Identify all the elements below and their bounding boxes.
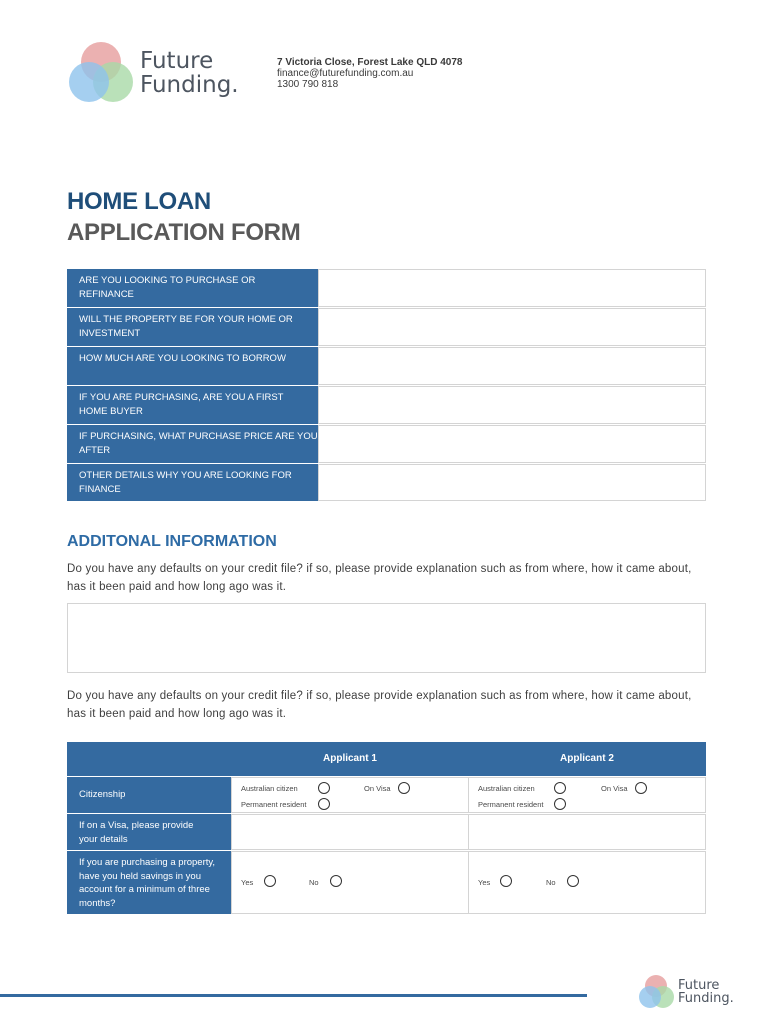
loan-question-label: IF PURCHASING, WHAT PURCHASE PRICE ARE YOU AFTER xyxy=(67,425,318,463)
applicant-1-savings-cell xyxy=(231,851,469,914)
loan-question-label: ARE YOU LOOKING TO PURCHASE OR REFINANCE xyxy=(67,269,307,307)
logo-circles-icon xyxy=(638,974,676,1010)
footer-bar xyxy=(0,994,587,997)
loan-answer-field[interactable] xyxy=(318,269,706,307)
option-yes: Yes xyxy=(478,878,491,887)
form-title-line2: APPLICATION FORM xyxy=(67,219,301,246)
option-permanent-resident: Permanent resident xyxy=(478,800,544,809)
radio-yes[interactable] xyxy=(500,875,512,887)
loan-question-label: OTHER DETAILS WHY YOU ARE LOOKING FOR FINANCE xyxy=(67,464,307,501)
option-australian-citizen: Australian citizen xyxy=(478,784,535,793)
label-bg-fill xyxy=(307,269,318,307)
savings-label: If you are purchasing a property, have you held savings in you account for a minimum of three months? xyxy=(67,851,231,914)
applicant-2-savings-cell xyxy=(468,851,706,914)
radio-permanent-resident[interactable] xyxy=(554,798,566,810)
footer-logo xyxy=(638,974,748,1010)
loan-question-row xyxy=(67,464,706,501)
loan-answer-field[interactable] xyxy=(318,386,706,424)
radio-on-visa[interactable] xyxy=(635,782,647,794)
loan-question-row xyxy=(67,347,706,385)
option-australian-citizen: Australian citizen xyxy=(241,784,298,793)
radio-no[interactable] xyxy=(330,875,342,887)
loan-answer-field[interactable] xyxy=(318,464,706,501)
loan-question-label: IF YOU ARE PURCHASING, ARE YOU A FIRST HOME BUYER xyxy=(67,386,307,424)
applicant-2-visa-field[interactable] xyxy=(468,814,706,850)
contact-email: finance@futurefunding.com.au xyxy=(277,68,414,79)
option-no: No xyxy=(546,878,556,887)
explanation-textarea[interactable] xyxy=(67,603,706,673)
applicant-2-citizenship-cell xyxy=(468,777,706,813)
loan-question-label: WILL THE PROPERTY BE FOR YOUR HOME OR INVESTMENT xyxy=(67,308,318,346)
loan-answer-field[interactable] xyxy=(318,308,706,346)
contact-address: 7 Victoria Close, Forest Lake QLD 4078 xyxy=(277,57,463,68)
citizenship-label: Citizenship xyxy=(67,777,231,813)
radio-australian-citizen[interactable] xyxy=(554,782,566,794)
question-text: Do you have any defaults on your credit file? if so, please provide explanation such as from where, how it came about, has it been paid and how long ago was it. xyxy=(67,690,692,720)
loan-answer-field[interactable] xyxy=(318,347,706,385)
contact-phone: 1300 790 818 xyxy=(277,79,339,90)
footer-logo-text-line2: Funding. xyxy=(678,991,734,1006)
radio-permanent-resident[interactable] xyxy=(318,798,330,810)
footer-logo-text-line1: Future xyxy=(678,978,720,993)
logo-text-line1: Future xyxy=(140,48,214,74)
section-heading: ADDITONAL INFORMATION xyxy=(67,533,277,550)
loan-question-label: HOW MUCH ARE YOU LOOKING TO BORROW xyxy=(67,347,318,385)
label-bg-fill xyxy=(307,386,318,424)
form-title-line1: HOME LOAN xyxy=(67,188,211,215)
option-on-visa: On Visa xyxy=(364,784,391,793)
loan-question-row xyxy=(67,269,706,307)
applicant-1-citizenship-cell xyxy=(231,777,469,813)
option-yes: Yes xyxy=(241,878,254,887)
applicant-2-header: Applicant 2 xyxy=(560,753,614,764)
applicant-1-visa-field[interactable] xyxy=(231,814,469,850)
radio-no[interactable] xyxy=(567,875,579,887)
loan-answer-field[interactable] xyxy=(318,425,706,463)
label-bg-fill xyxy=(307,464,318,501)
radio-on-visa[interactable] xyxy=(398,782,410,794)
option-no: No xyxy=(309,878,319,887)
logo-circles-icon xyxy=(67,40,137,106)
question-text: Do you have any defaults on your credit file? if so, please provide explanation such as from where, how it came about, has it been paid and how long ago was it. xyxy=(67,563,692,593)
radio-yes[interactable] xyxy=(264,875,276,887)
option-on-visa: On Visa xyxy=(601,784,628,793)
logo-text-line2: Funding. xyxy=(140,72,239,98)
loan-question-row xyxy=(67,425,706,463)
company-logo xyxy=(67,40,257,106)
radio-australian-citizen[interactable] xyxy=(318,782,330,794)
loan-question-row xyxy=(67,386,706,424)
applicant-1-header: Applicant 1 xyxy=(323,753,377,764)
option-permanent-resident: Permanent resident xyxy=(241,800,307,809)
visa-details-label: If on a Visa, please provide your details xyxy=(67,814,231,850)
applicants-header-row xyxy=(67,742,706,776)
loan-question-row xyxy=(67,308,706,346)
contact-block xyxy=(277,57,462,90)
